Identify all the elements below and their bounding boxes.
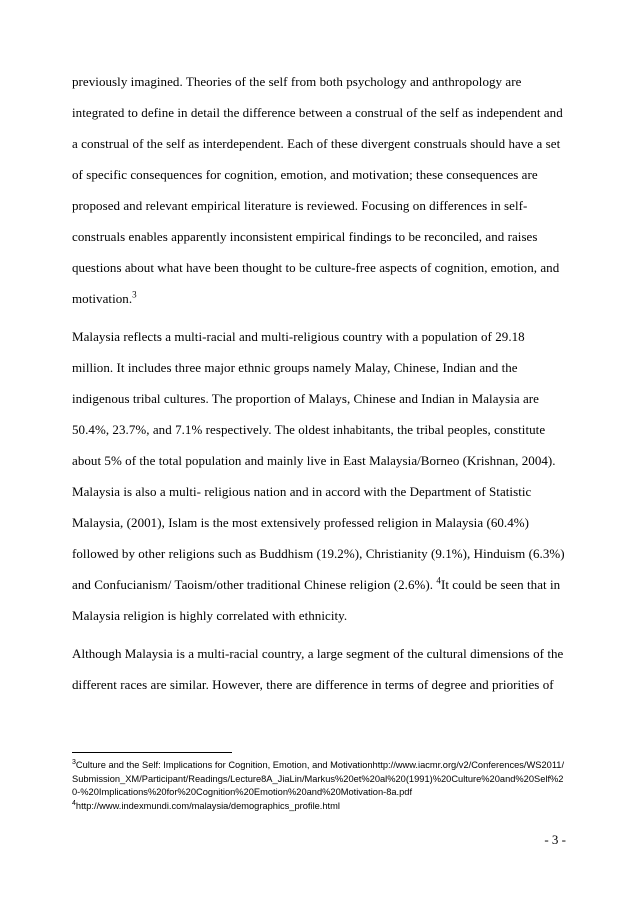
paragraph-2-line-2: million. It includes three major ethnic groups namely Malay, Chinese, Indian and the (72, 360, 518, 375)
footnote-3-marker: 3 (72, 758, 76, 766)
paragraph-1-last-word: motivation. (72, 291, 133, 306)
paragraph-2-line-1: Malaysia reflects a multi-racial and multi-religious country with a population of 29.18 (72, 329, 525, 344)
footnote-ref-4[interactable]: 4 (436, 575, 441, 586)
footnote-4-marker: 4 (72, 799, 76, 807)
paragraph-2-line-4: 50.4%, 23.7%, and 7.1% respectively. The oldest inhabitants, the tribal peoples, constitute (72, 422, 546, 437)
paragraph-2-line-5: about 5% of the total population and mainly live in East Malaysia/Borneo (Krishnan, 2004). (72, 453, 556, 468)
footnote-area (72, 752, 566, 813)
footnote-ref-3[interactable]: 3 (132, 289, 137, 300)
paragraph-1-line-8 (72, 283, 566, 314)
paragraph-1-line-2: integrated to define in detail the difference between a construal of the self as independent and (72, 105, 563, 120)
paragraph-1-line-4: of specific consequences for cognition, emotion, and motivation; these consequences are (72, 167, 538, 182)
page-body (72, 66, 566, 707)
footnote-4-text: http://www.indexmundi.com/malaysia/demographics_profile.html (75, 800, 340, 811)
paragraph-3-line-1: Although Malaysia is a multi-racial country, a large segment of the cultural dimensions of the (72, 646, 564, 661)
paragraph-2-line-7: Malaysia, (2001), Islam is the most extensively professed religion in Malaysia (60.4%) (72, 515, 530, 530)
footnote-separator (72, 752, 232, 753)
paragraph-3-line-2: different races are similar. However, there are difference in terms of degree and priorities of (72, 677, 554, 692)
paragraph-2-line-6: Malaysia is also a multi- religious nation and in accord with the Department of Statistic (72, 484, 532, 499)
footnote-3 (72, 759, 566, 800)
page-number: - 3 - (544, 832, 566, 847)
paragraph-1-line-6: construals enables apparently inconsistent empirical findings to be reconciled, and raises (72, 229, 538, 244)
paragraph-1-line-5: proposed and relevant empirical literature is reviewed. Focusing on differences in self- (72, 198, 528, 213)
paragraph-1-line-7: questions about what have been thought to be culture-free aspects of cognition, emotion, and (72, 260, 560, 275)
paragraph-2-line-8: followed by other religions such as Buddhism (19.2%), Christianity (9.1%), Hinduism (6.3%) (72, 546, 565, 561)
paragraph-2-line-3: indigenous tribal cultures. The proportion of Malays, Chinese and Indian in Malaysia are (72, 391, 539, 406)
paragraph-1 (72, 66, 566, 314)
paragraph-2-line-9-tail: It could be seen that in (440, 577, 561, 592)
footnote-3-text: Culture and the Self: Implications for Cognition, Emotion, and Motivationhttp://www.iacmr.org/v2/Conferences/WS2011/Submission_XM/Participant/Readings/Lecture8A_JiaLin/Markus%20et%20al%20(1991)%20Culture%20and%20Self%20-%20Implications%20for%20Cognition%20Emotion%20and%20Motivation-8a.pdf (72, 760, 565, 797)
paragraph-1-line-3: a construal of the self as interdependent. Each of these divergent construals should have a set (72, 136, 561, 151)
paragraph-1-line-1: previously imagined. Theories of the self from both psychology and anthropology are (72, 74, 522, 89)
paragraph-2-line-9-text: and Confucianism/ Taoism/other traditional Chinese religion (2.6%). (72, 577, 437, 592)
paragraph-3 (72, 638, 566, 700)
paragraph-2-line-9 (72, 569, 566, 600)
paragraph-2-line-10: Malaysia religion is highly correlated with ethnicity. (72, 608, 348, 623)
paragraph-2 (72, 321, 566, 631)
footnote-4 (72, 800, 566, 814)
